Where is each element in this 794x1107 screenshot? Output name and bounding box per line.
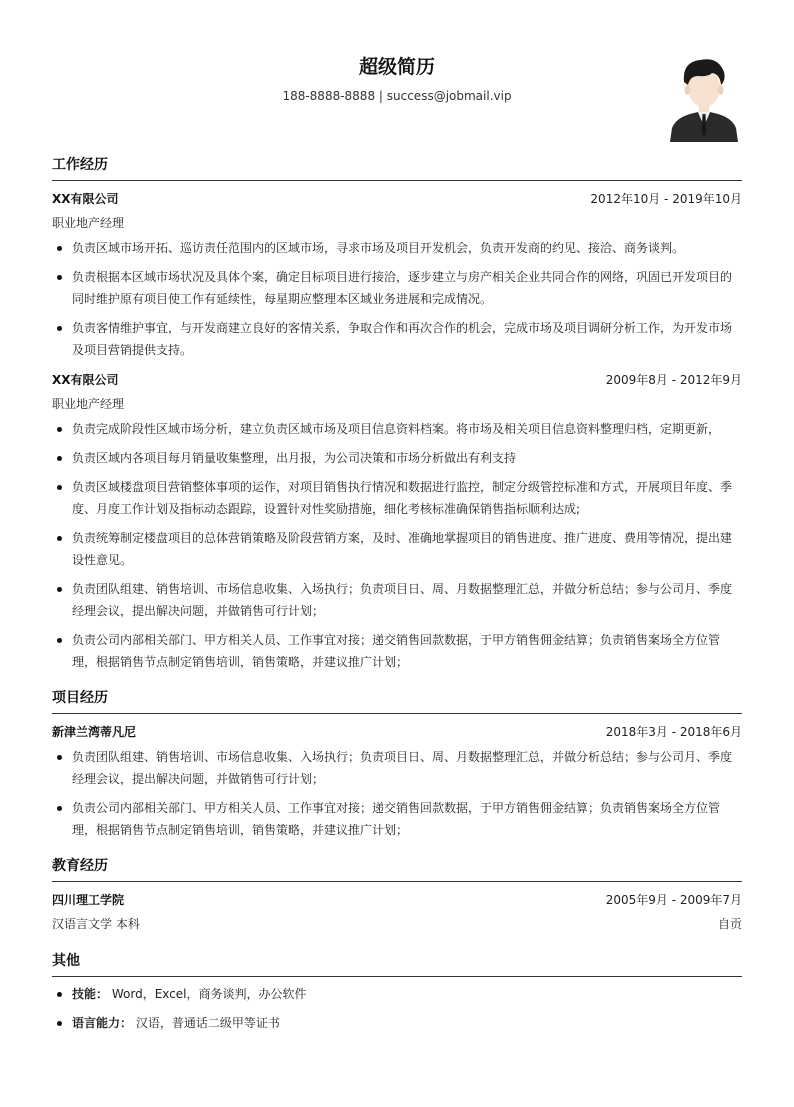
job-entry	[52, 187, 742, 361]
skills-value: Word，Excel，商务谈判，办公软件	[111, 987, 307, 1001]
project-header	[52, 720, 742, 744]
bullet-item: 负责完成阶段性区域市场分析，建立负责区域市场及项目信息资料档案。将市场及相关项目信息资料整理归档，定期更新，	[52, 418, 742, 440]
project-name: 新津兰湾蒂凡尼	[52, 725, 137, 739]
job-date: 2009年8月 - 2012年9月	[605, 373, 742, 387]
language-value: 汉语，普通话二级甲等证书	[135, 1016, 280, 1030]
bullet-item: 负责团队组建、销售培训、市场信息收集、入场执行；负责项目日、周、月数据整理汇总，并做分析总结；参与公司月、季度经理会议，提出解决问题，并做销售可行计划；	[52, 578, 742, 622]
project-entry	[52, 720, 742, 841]
education-section	[52, 855, 742, 936]
job-header	[52, 368, 742, 392]
language-label: 语言能力：	[72, 1016, 133, 1030]
skills-item	[52, 983, 742, 1005]
bullet-item: 负责统筹制定楼盘项目的总体营销策略及阶段营销方案，及时、准确地掌握项目的销售进度、推广进度、费用等情况，提出建设性意见。	[52, 527, 742, 571]
project-section-title: 项目经历	[52, 687, 742, 714]
bullet-item: 负责客情维护事宜，与开发商建立良好的客情关系，争取合作和再次合作的机会，完成市场及项目调研分析工作，为开发市场及项目营销提供支持。	[52, 317, 742, 361]
bullet-item: 负责区域内各项目每月销量收集整理，出月报，为公司决策和市场分析做出有利支持	[52, 447, 742, 469]
job-bullets	[52, 418, 742, 673]
education-details	[52, 912, 742, 936]
job-role: 职业地产经理	[52, 397, 125, 411]
company-name: XX有限公司	[52, 192, 119, 206]
work-section-title: 工作经历	[52, 154, 742, 181]
work-section	[52, 154, 742, 673]
education-section-title: 教育经历	[52, 855, 742, 882]
job-entry	[52, 368, 742, 673]
project-bullets	[52, 746, 742, 841]
bullet-item: 负责根据本区域市场状况及具体个案，确定目标项目进行接洽，逐步建立与房产相关企业共同合作的网络，巩固已开发项目的同时维护原有项目使工作有延续性，每星期应整理本区域业务进展和完成情况。	[52, 266, 742, 310]
other-bullets	[52, 983, 742, 1034]
job-role: 职业地产经理	[52, 216, 125, 230]
job-header	[52, 187, 742, 211]
resume-content	[52, 154, 742, 1048]
school-city: 自贡	[717, 917, 742, 931]
bullet-item: 负责区域楼盘项目营销整体事项的运作，对项目销售执行情况和数据进行监控，制定分级管控标准和方式，开展项目年度、季度、月度工作计划及指标动态跟踪，设置针对性奖励措施，细化考核标准确保销售指标顺利达成;	[52, 476, 742, 520]
resume-header	[0, 0, 794, 145]
job-date: 2012年10月 - 2019年10月	[590, 192, 742, 206]
bullet-item: 负责区域市场开拓、巡访责任范围内的区域市场，寻求市场及项目开发机会，负责开发商的约见、接洽、商务谈判。	[52, 237, 742, 259]
school-name: 四川理工学院	[52, 893, 125, 907]
avatar-photo	[668, 52, 740, 142]
bullet-item: 负责公司内部相关部门、甲方相关人员、工作事宜对接；递交销售回款数据，于甲方销售佣金结算；负责销售案场全方位管理，根据销售节点制定销售培训，销售策略，并建议推广计划；	[52, 629, 742, 673]
company-name: XX有限公司	[52, 373, 119, 387]
other-section	[52, 950, 742, 1034]
education-date: 2005年9月 - 2009年7月	[605, 893, 742, 907]
major-degree: 汉语言文学 本科	[52, 917, 140, 931]
bullet-item: 负责团队组建、销售培训、市场信息收集、入场执行；负责项目日、周、月数据整理汇总，并做分析总结；参与公司月、季度经理会议，提出解决问题，并做销售可行计划；	[52, 746, 742, 790]
bullet-item: 负责公司内部相关部门、甲方相关人员、工作事宜对接；递交销售回款数据，于甲方销售佣金结算；负责销售案场全方位管理，根据销售节点制定销售培训，销售策略，并建议推广计划；	[52, 797, 742, 841]
project-section	[52, 687, 742, 841]
project-date: 2018年3月 - 2018年6月	[605, 725, 742, 739]
other-section-title: 其他	[52, 950, 742, 977]
resume-name: 超级简历	[358, 56, 435, 78]
job-bullets	[52, 237, 742, 361]
contact-info: 188-8888-8888 | success@jobmail.vip	[282, 89, 512, 103]
language-item	[52, 1012, 742, 1034]
education-header	[52, 888, 742, 912]
skills-label: 技能：	[72, 987, 109, 1001]
